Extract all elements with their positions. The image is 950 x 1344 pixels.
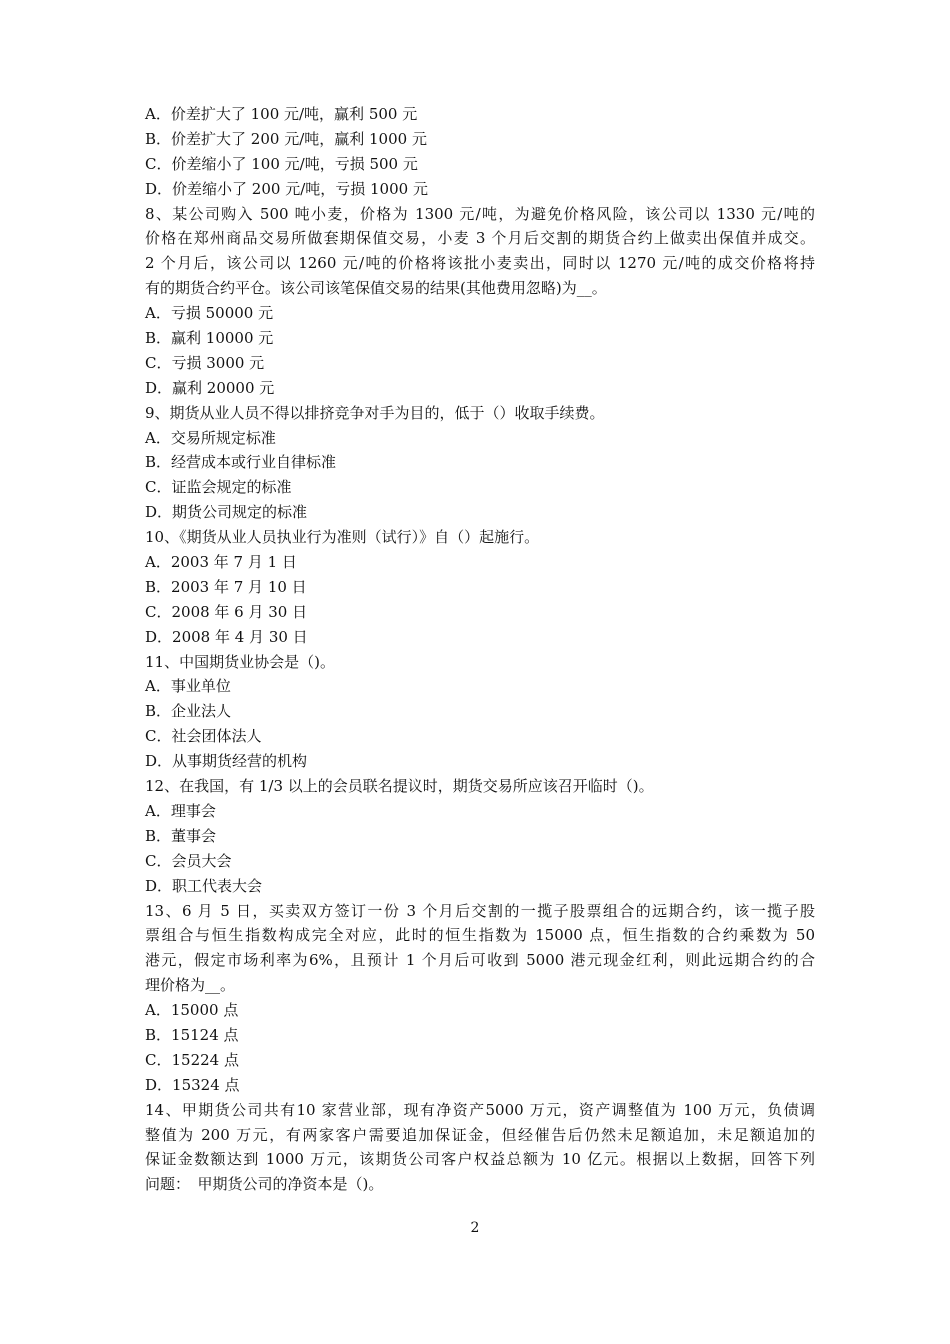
text-line: 理价格为__。 (145, 976, 236, 995)
text-line: 有的期货合约平仓。该公司该笔保值交易的结果(其他费用忽略)为__。 (145, 279, 607, 298)
text-line: 12、在我国，有 1/3 以上的会员联名提议时，期货交易所应该召开临时（)。 (145, 777, 654, 796)
text-line: 保证金数额达到 1000 万元，该期货公司客户权益总额为 10 亿元。根据以上数据，回答下列 (145, 1150, 815, 1169)
text-line: C．证监会规定的标准 (145, 478, 292, 497)
text-line: 9、期货从业人员不得以排挤竞争对手为目的，低于（）收取手续费。 (145, 403, 605, 422)
text-line: A．2003 年 7 月 1 日 (145, 553, 297, 572)
text-line: C．15224 点 (145, 1050, 239, 1069)
text-line: C．社会团体法人 (145, 727, 262, 746)
text-line: B．2003 年 7 月 10 日 (145, 577, 307, 596)
text-line: 10、《期货从业人员执业行为准则（试行）》自（）起施行。 (145, 528, 540, 547)
text-line: A．亏损 50000 元 (145, 304, 274, 323)
text-line: 13、6 月 5 日，买卖双方签订一份 3 个月后交割的一揽子股票组合的远期合约，该一揽子股 (145, 901, 815, 920)
text-line: A．15000 点 (145, 1001, 239, 1020)
text-line: D．2008 年 4 月 30 日 (145, 627, 308, 646)
text-line: C．亏损 3000 元 (145, 353, 265, 372)
text-line: C．2008 年 6 月 30 日 (145, 602, 308, 621)
text-line: D．期货公司规定的标准 (145, 503, 308, 522)
text-line: 问题： 甲期货公司的净资本是（)。 (145, 1175, 384, 1194)
text-line: A．价差扩大了 100 元/吨，赢利 500 元 (145, 105, 418, 123)
text-line: 8、某公司购入 500 吨小麦，价格为 1300 元/吨，为避免价格风险，该公司以 1330 元/吨的 (145, 204, 815, 223)
text-line: 2 个月后，该公司以 1260 元/吨的价格将该批小麦卖出，同时以 1270 元/吨的成交价格将持 (145, 254, 815, 273)
text-line: B．价差扩大了 200 元/吨，赢利 1000 元 (145, 129, 427, 148)
text-line: C．价差缩小了 100 元/吨，亏损 500 元 (145, 154, 418, 173)
text-line: D．赢利 20000 元 (145, 378, 275, 397)
text-line: D．职工代表大会 (145, 876, 263, 895)
text-line: 11、中国期货业协会是（)。 (145, 652, 335, 671)
text-line: 14、甲期货公司共有10 家营业部，现有净资产5000 万元，资产调整值为 100 万元，负债调 (145, 1100, 815, 1119)
document-body (145, 102, 815, 1197)
text-line: B．经营成本或行业自律标准 (145, 453, 337, 472)
text-line: B．董事会 (145, 826, 217, 845)
text-line: 港元，假定市场利率为6%，且预计 1 个月后可收到 5000 港元现金红利，则此远期合约的合 (145, 951, 815, 970)
text-line: B．企业法人 (145, 702, 232, 721)
text-line: 价格在郑州商品交易所做套期保值交易，小麦 3 个月后交割的期货合约上做卖出保值并成交。 (145, 229, 815, 248)
text-line: A．交易所规定标准 (145, 428, 276, 447)
text-line: D．从事期货经营的机构 (145, 752, 308, 771)
text-line: C．会员大会 (145, 851, 232, 870)
text-line: B．赢利 10000 元 (145, 329, 274, 348)
text-line: 票组合与恒生指数构成完全对应，此时的恒生指数为 15000 点，恒生指数的合约乘数为 50 (145, 926, 815, 945)
text-line: D．15324 点 (145, 1075, 240, 1094)
text-line: A．理事会 (145, 801, 216, 820)
text-line: D．价差缩小了 200 元/吨，亏损 1000 元 (145, 179, 428, 198)
text-line: A．事业单位 (145, 677, 231, 696)
page-number: 2 (470, 1220, 480, 1236)
text-line: B．15124 点 (145, 1025, 239, 1044)
text-line: 整值为 200 万元，有两家客户需要追加保证金，但经催告后仍然未足额追加，未足额追加的 (145, 1125, 815, 1144)
